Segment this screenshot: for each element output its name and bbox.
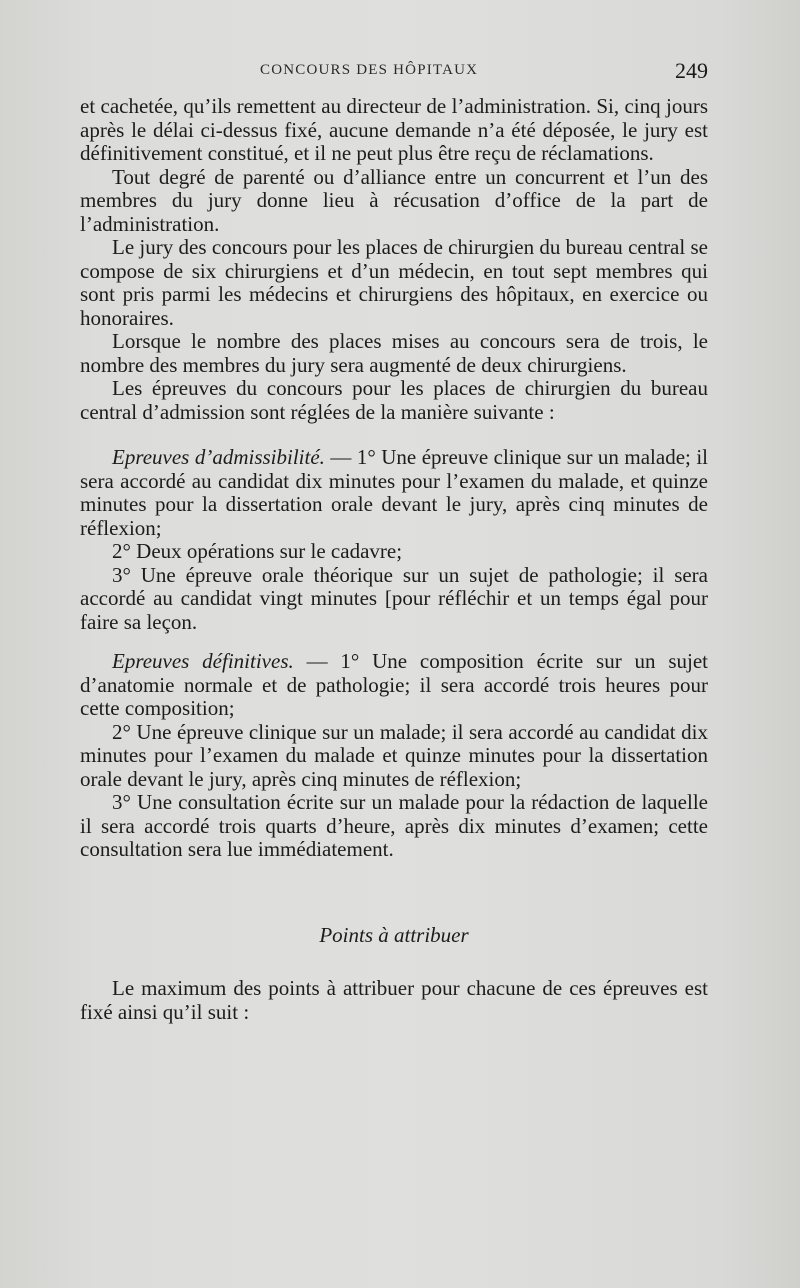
page-body (80, 95, 708, 1024)
paragraph: 3° Une consultation écrite sur un malade pour la rédaction de laquelle il sera accordé trois quarts d’heure, après dix minutes d’examen; cette consultation sera lue immédiatement. (80, 790, 708, 861)
section-heading: Points à attribuer (319, 922, 469, 947)
paragraph: et cachetée, qu’ils remettent au directeur de l’administration. Si, cinq jours après le délai ci-dessus fixé, aucune demande n’a été déposée, le jury est définitivement constitué, et il ne peut plus être reçu de réclamations. (80, 94, 708, 165)
paragraph: Le jury des concours pour les places de chirurgien du bureau central se compose de six chirurgiens et d’un médecin, en tout sept membres qui sont pris parmi les médecins et chirurgiens des hôpitaux, en exercice ou honoraires. (80, 235, 708, 330)
paragraph-text: — 1° Une épreuve clinique sur un malade; il sera accordé au candidat dix minutes pour l’examen du malade, et quinze minutes pour la dissertation orale devant le jury, après cinq minutes de réflexion; (80, 445, 708, 540)
page-header (80, 60, 708, 88)
paragraph: 2° Une épreuve clinique sur un malade; il sera accordé au candidat dix minutes pour l’examen du malade et quinze minutes pour la dissertation orale devant le jury, après cinq minutes de réflexion; (80, 719, 708, 791)
paragraph: 2° Deux opérations sur le cadavre; (112, 539, 403, 563)
paragraph-lead: Epreuves d’admissibilité. (112, 445, 325, 469)
paragraph-admissibilite (80, 446, 708, 540)
paragraph-text: — 1° Une composition écrite sur un sujet d’anatomie normale et de pathologie; il sera accordé trois heures pour cette composition; (80, 649, 709, 720)
paragraph: Tout degré de parenté ou d’alliance entre un concurrent et l’un des membres du jury donne lieu à récusation d’office de la part de l’administration. (80, 164, 708, 236)
paragraph: 3° Une épreuve orale théorique sur un sujet de pathologie; il sera accordé au candidat vingt minutes [pour réfléchir et un temps égal pour faire sa leçon. (80, 562, 708, 634)
paragraph: Lorsque le nombre des places mises au concours sera de trois, le nombre des membres du jury sera augmenté de deux chirurgiens. (80, 329, 708, 377)
paragraph-lead: Epreuves définitives. (112, 649, 294, 673)
paragraph-definitives (80, 650, 708, 721)
closing-paragraph: Le maximum des points à attribuer pour chacune de ces épreuves est fixé ainsi qu’il suit : (80, 976, 708, 1024)
paragraph: Les épreuves du concours pour les places de chirurgien du bureau central d’admission sont réglées de la manière suivante : (80, 376, 708, 424)
page-number: 249 (675, 58, 708, 83)
running-title: CONCOURS DES HÔPITAUX (260, 62, 479, 78)
